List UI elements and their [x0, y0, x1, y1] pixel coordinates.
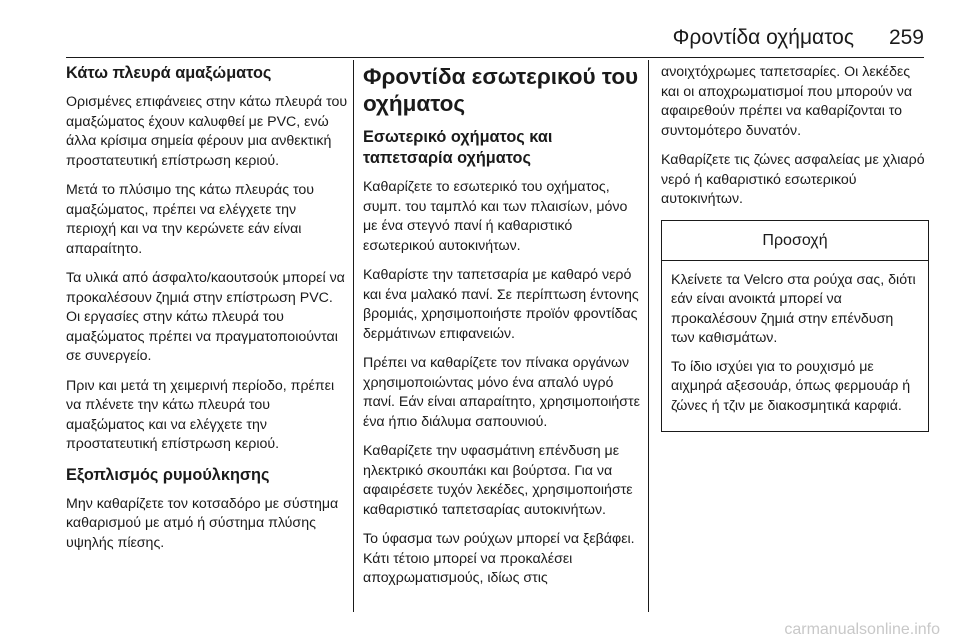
heading-towing-equipment: Εξοπλισμός ρυμούλκησης	[66, 465, 270, 484]
caution-title: Προσοχή	[662, 221, 928, 261]
paragraph: Καθαρίζετε τις ζώνες ασφαλείας με χλιαρό νερό ή καθαριστικό εσωτερικού αυτοκινήτων.	[661, 152, 925, 207]
heading-interior-upholstery: Εσωτερικό οχήματος και ταπετσαρία οχήματος	[363, 128, 553, 167]
caution-paragraph: Το ίδιο ισχύει για το ρουχισμό με αιχμηρά αξεσουάρ, όπως φερμουάρ ή ζώνες ή τζιν με διακοσμητικά καρφιά.	[671, 358, 911, 414]
column-middle	[363, 63, 643, 599]
paragraph: Πρέπει να καθαρίζετε τον πίνακα οργάνων χρησιμοποιώντας μόνο ένα απαλό υγρό πανί. Εάν είναι απαραίτητο, χρησιμοποιήστε ένα ήπιο διάλυμα σαπουνιού.	[363, 355, 640, 430]
paragraph: Καθαρίζετε το εσωτερικό του οχήματος, συμπ. του ταμπλό και των πλαισίων, μόνο με ένα στεγνό πανί ή καθαριστικό εσωτερικού αυτοκινήτων.	[363, 179, 628, 254]
paragraph: Πριν και μετά τη χειμερινή περίοδο, πρέπει να πλένετε την κάτω πλευρά του αμαξώματος και να ελέγχετε την προστατευτική επίστρωση κεριού.	[66, 377, 335, 452]
caution-paragraph: Κλείνετε τα Velcro στα ρούχα σας, διότι εάν είναι ανοικτά μπορεί να προκαλέσουν ζημιά στην επένδυση των καθισμάτων.	[671, 271, 916, 346]
column-right	[661, 63, 929, 432]
paragraph: Καθαρίζετε την υφασμάτινη επένδυση με ηλεκτρικό σκουπάκι και βούρτσα. Για να αφαιρέσετε τυχόν λεκέδες, χρησιμοποιήστε καθαριστικό ταπετσαρίας αυτοκινήτων.	[363, 443, 633, 518]
paragraph: Μην καθαρίζετε τον κοτσαδόρο με σύστημα καθαρισμού με ατμό ή σύστημα πλύσης υψηλής πίεσης.	[66, 495, 339, 551]
paragraph: Καθαρίστε την ταπετσαρία με καθαρό νερό και ένα μαλακό πανί. Σε περίπτωση έντονης βρομιάς, χρησιμοποιήστε προϊόν φροντίδας δερμάτινων επιφανειών.	[363, 267, 639, 342]
paragraph: Μετά το πλύσιμο της κάτω πλευράς του αμαξώματος, πρέπει να ελέγχετε την περιοχή και να την κερώνετε εάν είναι απαραίτητο.	[66, 182, 315, 257]
header-rule	[66, 57, 924, 58]
caution-body	[662, 261, 928, 432]
column-divider-2	[648, 60, 649, 612]
running-title: Φροντίδα οχήματος	[672, 26, 854, 49]
heading-underbody: Κάτω πλευρά αμαξώματος	[66, 64, 272, 82]
caution-box	[661, 220, 929, 433]
paragraph: Ορισμένες επιφάνειες στην κάτω πλευρά του αμαξώματος έχουν καλυφθεί με PVC, ενώ άλλα κρίσιμα σημεία φέρουν μια ανθεκτική προστατευτική επίστρωση κεριού.	[66, 94, 348, 169]
paragraph: Το ύφασμα των ρούχων μπορεί να ξεβάφει. Κάτι τέτοιο μπορεί να προκαλέσει αποχρωματισμούς, ιδίως στις	[363, 531, 635, 586]
column-left	[66, 63, 348, 563]
paragraph: Τα υλικά από άσφαλτο/καουτσούκ μπορεί να προκαλέσουν ζημιά στην επίστρωση PVC. Οι εργασίες στην κάτω πλευρά του αμαξώματος πρέπει να πραγματοποιούνται σε συνεργείο.	[66, 270, 345, 364]
column-divider-1	[353, 60, 354, 612]
heading-interior-care: Φροντίδα εσωτερικού του οχήματος	[363, 64, 639, 116]
page-number: 259	[888, 26, 924, 49]
watermark: carmanualsonline.info	[784, 621, 940, 638]
page-header	[0, 0, 960, 58]
paragraph: ανοιχτόχρωμες ταπετσαρίες. Οι λεκέδες και οι αποχρωματισμοί που μπορούν να αφαιρεθούν πρέπει να καθαρίζονται το συντομότερο δυνατόν.	[661, 64, 913, 139]
